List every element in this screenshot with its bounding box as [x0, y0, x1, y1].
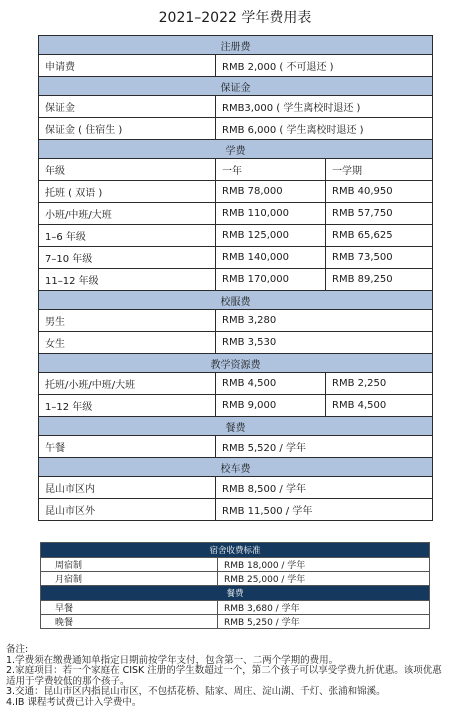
section-header: 餐费: [39, 417, 433, 436]
row-value: RMB 89,250: [326, 269, 433, 291]
page-title: 2021–2022 学年费用表: [158, 10, 312, 26]
section-header: 教学资源费: [39, 354, 433, 373]
row-value: RMB 11,500 / 学年: [216, 499, 433, 521]
row-label: 女生: [39, 332, 216, 354]
row-label: 午餐: [39, 436, 216, 458]
section-header: 保证金: [39, 77, 433, 96]
section-header: 校服费: [39, 291, 433, 310]
table-row: [39, 395, 433, 417]
row-value: RMB 8,500 / 学年: [216, 477, 433, 499]
row-label: 11–12 年级: [39, 269, 216, 291]
row-label: 小班/中班/大班: [39, 203, 216, 225]
row-label: 申请费: [39, 55, 216, 77]
boarding-header-row: [41, 543, 430, 558]
row-value: RMB 9,000: [216, 395, 326, 417]
table-row: [39, 55, 433, 77]
table-row: [39, 310, 433, 332]
fee-table: [38, 35, 433, 521]
table-row: [39, 436, 433, 458]
row-value: RMB 18,000 / 学年: [218, 558, 430, 572]
note-line: 适用于学费较低的那个孩子。: [6, 675, 130, 687]
row-value: RMB 78,000: [216, 181, 326, 203]
row-label: 年级: [39, 159, 216, 181]
row-label: 1–12 年级: [39, 395, 216, 417]
table-row: [41, 601, 430, 615]
note-line: 备注:: [6, 644, 29, 655]
row-value: RMB 4,500: [326, 395, 433, 417]
table-row: [39, 203, 433, 225]
note-line: 2.家庭项目：若一个家庭在 CISK 注册的学生数超过一个，第二个孩子可以享受学费九折优惠。该项优惠: [6, 665, 442, 677]
table-row: [39, 159, 433, 181]
section-header: 学费: [39, 140, 433, 159]
row-label: 月宿制: [41, 572, 218, 586]
table-row: [39, 118, 433, 140]
row-value: RMB 65,625: [326, 225, 433, 247]
row-value: 一年: [216, 159, 326, 181]
row-value: RMB 110,000: [216, 203, 326, 225]
table-row: [39, 96, 433, 118]
table-row: [39, 373, 433, 395]
row-label: 托班 ( 双语 ): [39, 181, 216, 203]
row-label: 昆山市区外: [39, 499, 216, 521]
row-value: RMB 2,250: [326, 373, 433, 395]
boarding-section-header: 宿舍收费标准: [41, 543, 430, 558]
row-value: RMB 125,000: [216, 225, 326, 247]
section-header: 注册费: [39, 36, 433, 55]
table-row: [39, 477, 433, 499]
note-line: 3.交通：昆山市区内指昆山市区，不包括花桥、陆家、周庄、淀山湖、千灯、张浦和锦溪。: [6, 686, 386, 698]
table-row: [39, 332, 433, 354]
row-label: 7–10 年级: [39, 247, 216, 269]
row-label: 1–6 年级: [39, 225, 216, 247]
row-value: RMB 73,500: [326, 247, 433, 269]
section-header-row: [39, 291, 433, 310]
row-value: RMB 57,750: [326, 203, 433, 225]
table-row: [39, 247, 433, 269]
row-label: 昆山市区内: [39, 477, 216, 499]
row-value: RMB 25,000 / 学年: [218, 572, 430, 586]
boarding-header-row: [41, 586, 430, 601]
row-value: RMB 40,950: [326, 181, 433, 203]
row-value: RMB 3,280: [216, 310, 433, 332]
table-row: [39, 269, 433, 291]
row-value: RMB 5,250 / 学年: [218, 615, 430, 629]
table-row: [39, 499, 433, 521]
row-value: RMB 6,000 ( 学生离校时退还 ): [216, 118, 433, 140]
row-label: 晚餐: [41, 615, 218, 629]
row-value: RMB 170,000: [216, 269, 326, 291]
row-value: RMB 4,500: [216, 373, 326, 395]
table-row: [39, 225, 433, 247]
row-label: 保证金 ( 住宿生 ): [39, 118, 216, 140]
row-value: RMB 3,680 / 学年: [218, 601, 430, 615]
boarding-fee-table: [40, 542, 430, 629]
row-label: 周宿制: [41, 558, 218, 572]
table-row: [41, 615, 430, 629]
section-header-row: [39, 140, 433, 159]
boarding-section-header: 餐费: [41, 586, 430, 601]
row-label: 早餐: [41, 601, 218, 615]
note-line: 1.学费须在缴费通知单指定日期前按学年支付，包含第一、二两个学期的费用。: [6, 654, 339, 666]
section-header-row: [39, 36, 433, 55]
section-header-row: [39, 417, 433, 436]
notes: [6, 645, 468, 709]
section-header-row: [39, 77, 433, 96]
table-row: [39, 181, 433, 203]
row-label: 托班/小班/中班/大班: [39, 373, 216, 395]
row-value: RMB 3,530: [216, 332, 433, 354]
row-value: RMB 5,520 / 学年: [216, 436, 433, 458]
row-label: 男生: [39, 310, 216, 332]
section-header-row: [39, 458, 433, 477]
row-value: RMB3,000 ( 学生离校时退还 ): [216, 96, 433, 118]
note-line: 4.IB 课程考试费已计入学费中。: [6, 696, 142, 708]
section-header: 校车费: [39, 458, 433, 477]
table-row: [41, 558, 430, 572]
row-label: 保证金: [39, 96, 216, 118]
row-value: 一学期: [326, 159, 433, 181]
table-row: [41, 572, 430, 586]
row-value: RMB 2,000 ( 不可退还 ): [216, 55, 433, 77]
row-value: RMB 140,000: [216, 247, 326, 269]
section-header-row: [39, 354, 433, 373]
